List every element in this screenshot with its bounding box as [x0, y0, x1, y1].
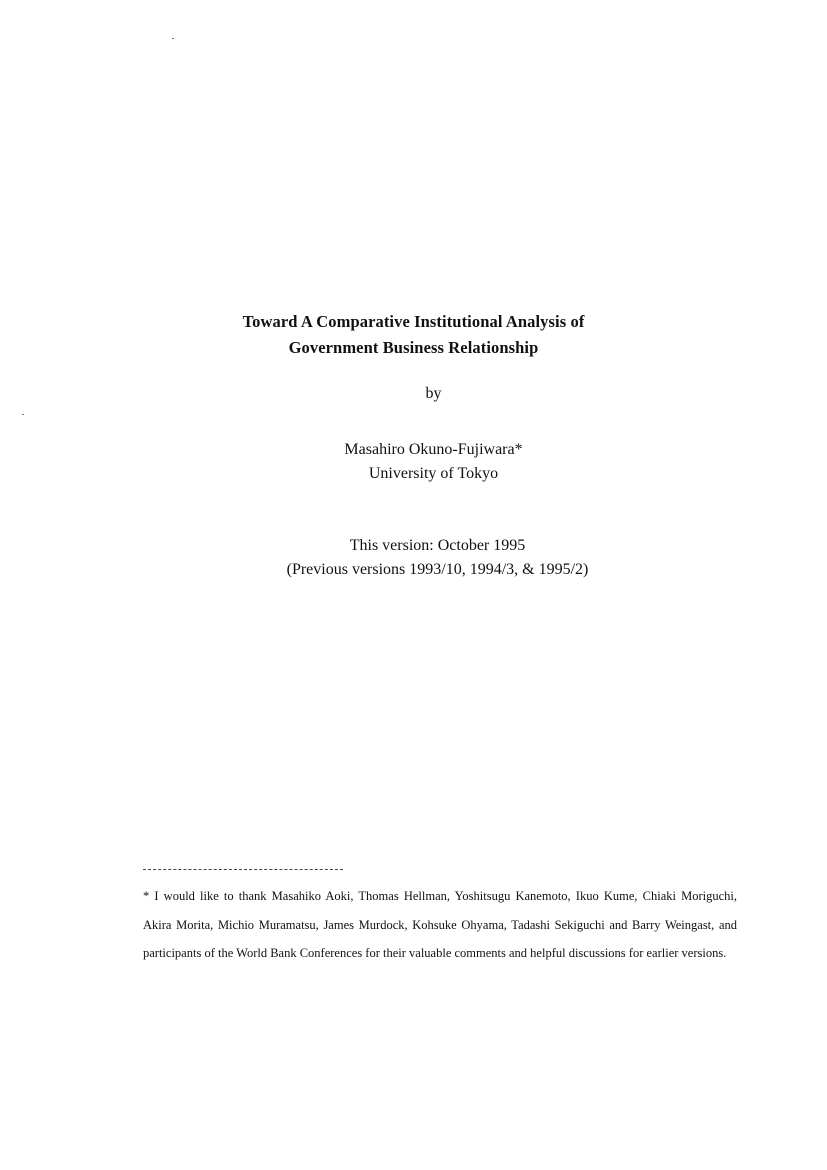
- title-line-2: Government Business Relationship: [288, 338, 539, 357]
- scan-speck: [22, 414, 24, 415]
- version-block: [0, 534, 827, 582]
- title-line-1: Toward A Comparative Institutional Analysis of: [242, 312, 585, 331]
- author-block: [0, 438, 827, 486]
- author-affiliation: University of Tokyo: [368, 465, 499, 482]
- author-name: Masahiro Okuno-Fujiwara*: [344, 441, 523, 458]
- current-version: This version: October 1995: [349, 537, 526, 554]
- footnote-separator: [143, 869, 343, 870]
- previous-versions: (Previous versions 1993/10, 1994/3, & 1995/2): [286, 561, 589, 578]
- paper-title: [0, 309, 827, 361]
- byline: by: [425, 385, 442, 402]
- footnote: * I would like to thank Masahiko Aoki, Thomas Hellman, Yoshitsugu Kanemoto, Ikuo Kume, Chiaki Moriguchi, Akira Morita, Michio Muramatsu, James Murdock, Kohsuke Ohyama, Tadashi Sekiguchi and Barry Weingast, and participants of the World Bank Conferences for their valuable comments and helpful discussions for earlier versions.: [143, 889, 737, 960]
- scan-speck: [172, 38, 174, 39]
